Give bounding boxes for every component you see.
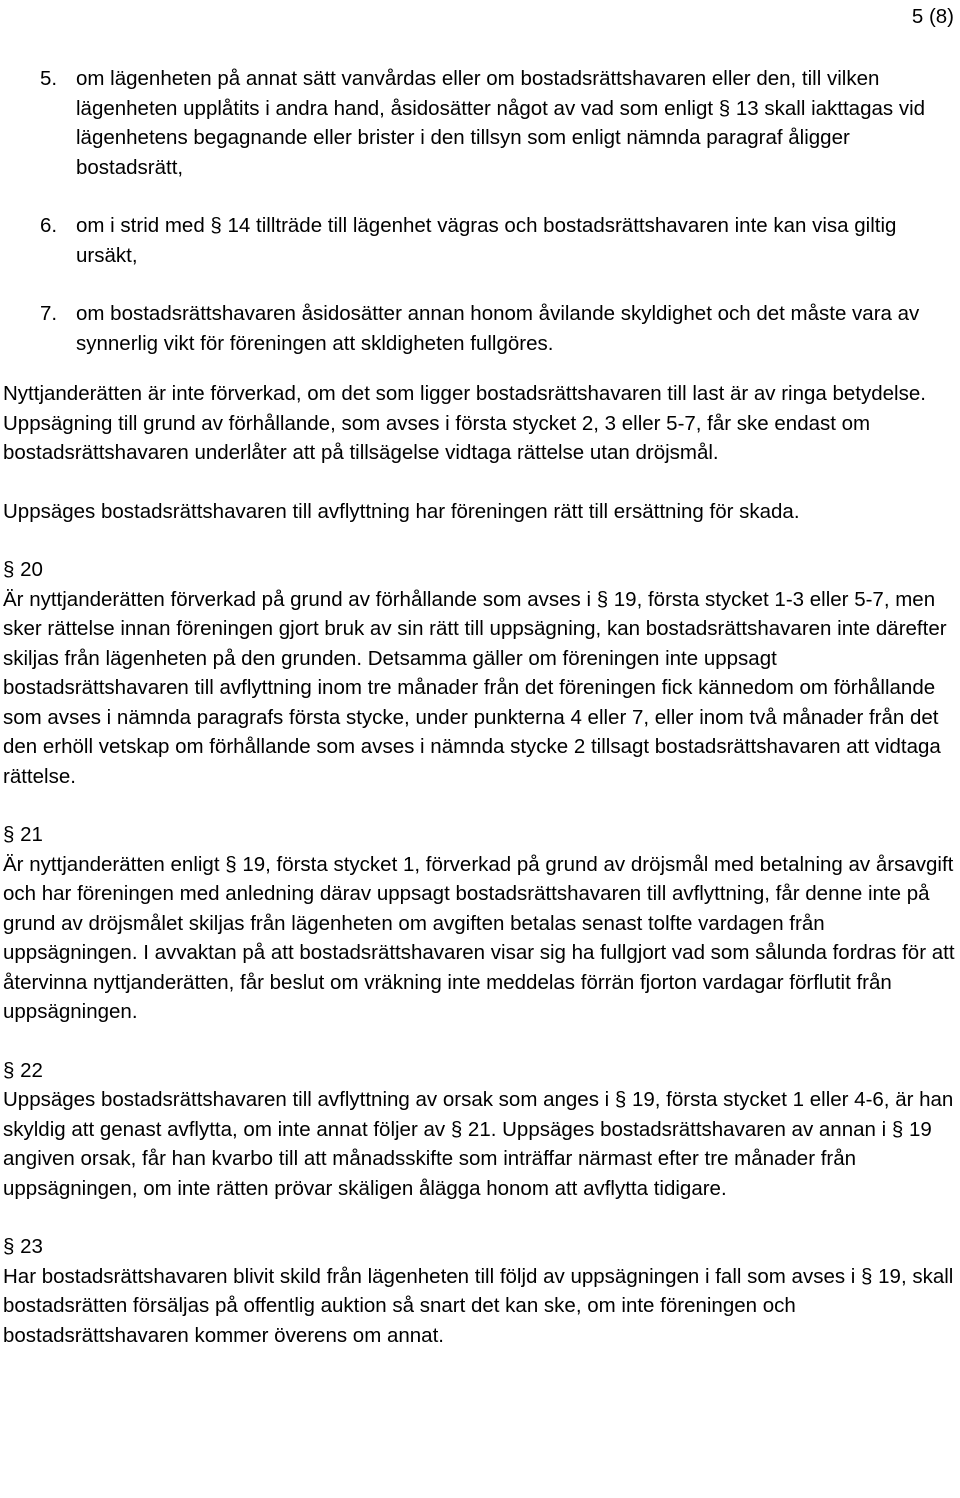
list-item-text: om bostadsrättshavaren åsidosätter annan honom åvilande skyldighet och det måste vara av synnerlig vikt för föreningen att skldigheten fullgöres.: [76, 302, 920, 355]
section-text: Är nyttjanderätten enligt § 19, första stycket 1, förverkad på grund av dröjsmål med betalning av årsavgift och har föreningen med anledning därav uppsagt bostadsrättshavaren till avflyttning, får denne inte på grund av dröjsmålet skiljas från lägenheten om avgiften betalas senast tolfte vardagen från uppsägningen. I avvaktan på att bostadsrättshavaren visar sig ha fullgjort vad som sålunda fordras för att återvinna nyttjanderätten, får beslut om vräkning inte meddelas förrän fjorton vardagar förflutit från uppsägningen.: [3, 852, 955, 1023]
section-heading: § 20: [3, 558, 43, 581]
page-number: 5 (8): [911, 5, 954, 28]
section-23: [3, 1232, 955, 1350]
document-body: [3, 64, 955, 1379]
section-20: [3, 555, 955, 791]
list-item-number: 6.: [40, 214, 58, 237]
paragraph: Nyttjanderätten är inte förverkad, om det som ligger bostadsrättshavaren till last är av ringa betydelse. Uppsägning till grund av förhållande, som avses i första stycket 2, 3 eller 5-7, får ske endast om bostadsrättshavaren underlåter att på tillsägelse vidtaga rättelse utan dröjsmål.: [3, 382, 926, 464]
list-item-text: om lägenheten på annat sätt vanvårdas eller om bostadsrättshavaren eller den, till vilken lägenheten upplåtits i andra hand, åsidosätter något av vad som enligt § 13 skall iakttagas vid lägenhetens begagnande eller brister i den tillsyn som enligt nämnda paragraf åligger bostadsrätt,: [76, 67, 926, 179]
list-item: [3, 299, 955, 358]
section-text: Uppsäges bostadsrättshavaren till avflyttning av orsak som anges i § 19, första stycket 1 eller 4-6, är han skyldig att genast avflytta, om inte annat följer av § 21. Uppsäges bostadsrättshavaren av annan i § 19 angiven orsak, får han kvarbo till att månadsskifte som inträffar närmast efter tre månader från uppsägningen, om inte rätten prövar skäligen ålägga honom att avflytta tidigare.: [3, 1088, 954, 1200]
list-item-number: 5.: [40, 67, 58, 90]
section-heading: § 21: [3, 823, 43, 846]
list-item-number: 7.: [40, 302, 58, 325]
list-item: [3, 211, 955, 270]
section-22: [3, 1056, 955, 1204]
section-heading: § 22: [3, 1058, 43, 1082]
paragraph: Uppsäges bostadsrättshavaren till avflyttning har föreningen rätt till ersättning för skada.: [3, 499, 800, 523]
list-item: [3, 64, 955, 182]
section-text: Har bostadsrättshavaren blivit skild från lägenheten till följd av uppsägningen i fall som avses i § 19, skall bostadsrätten försäljas på offentlig auktion så snart det kan ske, om inte föreningen och bostadsrättshavaren kommer överens om annat.: [3, 1264, 954, 1347]
section-heading: § 23: [3, 1235, 43, 1258]
section-text: Är nyttjanderätten förverkad på grund av förhållande som avses i § 19, första stycket 1-3 eller 5-7, men sker rättelse innan föreningen gjort bruk av sin rätt till uppsägning, kan bostadsrättshavaren inte därefter skiljas från lägenheten på den grunden. Detsamma gäller om föreningen inte uppsagt bostadsrättshavaren till avflyttning inom tre månader från det föreningen fick kännedom om förhållande som avses i nämnda paragrafs första stycke, under punkterna 4 eller 7, eller inom två månader från det den erhöll vetskap om förhållande som avses i nämnda stycke 2 tillsagt bostadsrättshavaren att vidtaga rättelse.: [3, 587, 947, 788]
section-21: [3, 820, 955, 1027]
list-item-text: om i strid med § 14 tillträde till lägenhet vägras och bostadsrättshavaren inte kan visa giltig ursäkt,: [76, 214, 897, 267]
